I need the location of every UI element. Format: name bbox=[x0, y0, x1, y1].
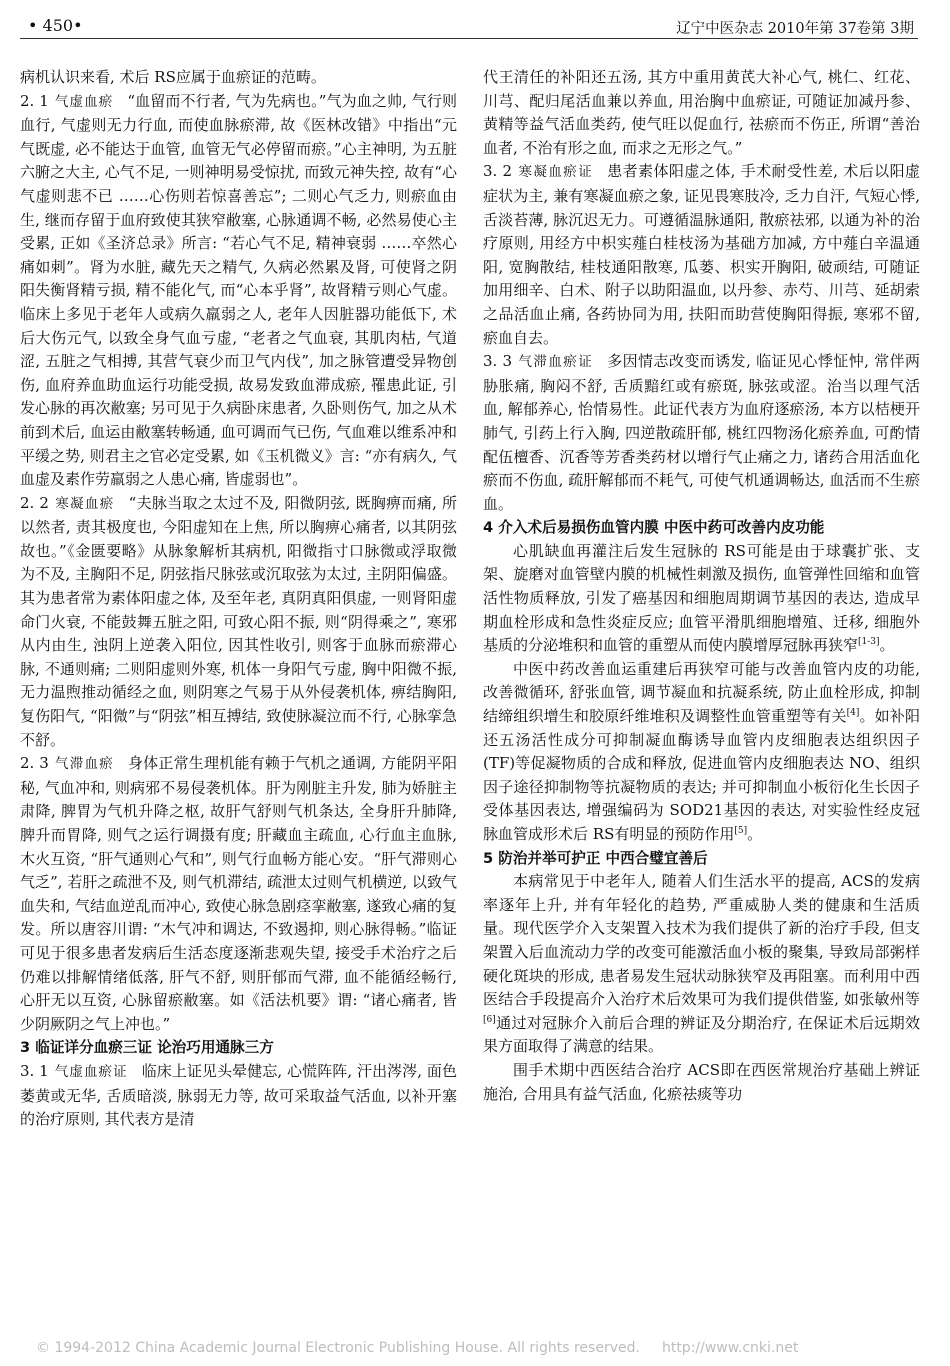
section-text: “夫脉当取之太过不及, 阳微阴弦, 既胸痹而痛, 所以然者, 责其极度也, 今阳虚知在上焦, 所以胸痹心痛者, 以其阴弦故也。”《金匮要略》从脉象解析其病机, 阳微指寸口脉微或浮取微为不及, 主胸阳不足, 阴弦指尺脉弦或沉取弦为太过, 主阴阳偏盛。其为患者常为素体阳虚之体, 及至年老, 真阴真阳俱虚, 一则肾阳虚命门火衰, 不能鼓舞五脏之阳, 可致心阳不振, 则“阴得乘之”, 寒邪从内由生, 浊阴上逆袭入阳位, 因其性收引, 则客于血脉而瘀滞心脉, 不通则痛; 二则阳虚则外寒, 机体一身阳气亏虚, 胸中阳微不振, 无力温煦推动循经之血, 则阴寒之气易于从外侵袭机体, 痹结胸阳, 复伤阳气, “阳微”与“阴弦”相互搏结, 致使脉凝泣而不行, 心脉挛急不舒。 bbox=[20, 493, 458, 749]
paragraph: 心肌缺血再灌注后发生冠脉的 RS可能是由于球囊扩张、支架、旋磨对血管壁内膜的机械性刺激及损伤, 血管弹性回缩和血管活性物质释放, 引发了癌基因和细胞周期调节基因的表达, 造成早期血栓形成和急性炎症反应; 血管平滑肌细胞增殖、迁移, 细胞外基质的分泌堆积和血管的重塑从而使内膜增厚冠脉再狭窄[1-3]。 bbox=[483, 541, 920, 655]
journal-title: 辽宁中医杂志 2010年第 37卷第 3期 bbox=[676, 21, 914, 37]
section-4-heading: 4 介入术后易损伤血管内膜 中医中药可改善内皮功能 bbox=[483, 519, 825, 537]
copyright-text: © 1994-2012 China Academic Journal Electronic Publishing House. All rights reserved. bbox=[36, 1340, 640, 1356]
citation: [4] bbox=[846, 708, 860, 719]
section-title: 气虚血瘀证 bbox=[54, 1063, 128, 1080]
right-column bbox=[483, 66, 920, 1106]
section-title: 气虚血瘀 bbox=[54, 93, 114, 110]
section-2-2 bbox=[20, 492, 457, 753]
paragraph-text: 通过对冠脉介入前后合理的辨证及分期治疗, 在保证术后远期效果方面取得了满意的结果。 bbox=[483, 1013, 920, 1056]
section-text: 多因情志改变而诱发, 临证见心悸怔忡, 常伴两胁胀痛, 胸闷不舒, 舌质黯红或有瘀斑, 脉弦或涩。治当以理气活血, 解郁养心, 怡情易性。此证代表方为血府逐瘀汤, 本方以桔梗开肺气, 引药上行入胸, 四逆散疏肝郁, 桃红四物汤化瘀养血, 可酌情配伍檀香、沉香等芳香类药材以增行气止痛之力, 诸药合用活血化瘀而不伤血, 疏肝解郁而不耗气, 可使气机通调畅达, 血活而不生瘀血。 bbox=[483, 352, 921, 513]
section-title: 气滞血瘀证 bbox=[518, 354, 594, 371]
citation: [1-3] bbox=[858, 637, 880, 648]
footer-url: http://www.cnki.net bbox=[661, 1340, 799, 1356]
section-5-heading: 5 防治并举可护正 中西合璧宜善后 bbox=[483, 849, 708, 867]
paragraph: 代王清任的补阳还五汤, 其方中重用黄芪大补心气, 桃仁、红花、川芎、配归尾活血兼以养血, 用治胸中血瘀证, 可随证加减丹参、黄精等益气活血类药, 使气旺以促血行, 祛瘀而不伤正, 所谓“善治血者, 不治有形之血, 而求之无形之气。” bbox=[483, 68, 920, 157]
section-title: 寒凝血瘀证 bbox=[518, 164, 594, 181]
section-2-1 bbox=[20, 90, 457, 492]
citation: [6] bbox=[483, 1014, 496, 1025]
section-number: 2. 1 bbox=[20, 91, 49, 110]
section-3-2 bbox=[483, 160, 920, 350]
section-text: 患者素体阳虚之体, 手术耐受性差, 术后以阳虚症状为主, 兼有寒凝血瘀之象, 证见畏寒肢冷, 乏力自汗, 气短心悸, 舌淡苔薄, 脉沉迟无力。可遵循温脉通阳, 散瘀祛邪, 以通为补的治疗原则, 用经方中枳实薤白桂枝汤为基础方加减, 方中薤白辛温通阳, 宽胸散结, 桂枝通阳散寒, 瓜蒌、枳实开胸阳, 破顽结, 可随证加用细辛、白术、附子以助阳温血, 以丹参、赤芍、川芎、延胡索之品活血止痛, 各药协同为用, 扶阳而助营使胸阳得振, 寒邪不留, 瘀血自去。 bbox=[483, 162, 921, 347]
paragraph-text: 心肌缺血再灌注后发生冠脉的 RS可能是由于球囊扩张、支架、旋磨对血管壁内膜的机械性刺激及损伤, 血管弹性回缩和血管活性物质释放, 引发了癌基因和细胞周期调节基因的表达, 造成早期血栓形成和急性炎症反应; 血管平滑肌细胞增殖、迁移, 细胞外基质的分泌堆积和血管的重塑从而使内膜增厚冠脉再狭窄 bbox=[483, 541, 920, 655]
left-column bbox=[20, 66, 457, 1132]
paragraph: 中医中药改善血运重建后再狭窄可能与改善血管内皮的功能, 改善微循环, 舒张血管, 调节凝血和抗凝系统, 防止血栓形成, 抑制结缔组织增生和胶原纤维堆积及调整性血管重塑等有关[4]。如补阳还五汤活性成分可抑制凝血酶诱导血管内皮细胞表达组织因子(TF)等促凝物质的合成和释放, 促进血管内皮细胞表达 NO、组织因子途径抑制物等抗凝物质的表达; 并可抑制血小板衍化生长因子受体基因表达, 增强编码为 SOD21基因的表达, 对实验性经皮冠脉血管成形术后 RS有明显的预防作用[5]。 bbox=[483, 659, 920, 843]
section-title: 寒凝血瘀 bbox=[54, 495, 115, 512]
section-2-3 bbox=[20, 752, 457, 1036]
section-title: 气滞血瘀 bbox=[54, 756, 114, 773]
citation: [5] bbox=[734, 826, 748, 836]
section-3-3 bbox=[483, 350, 920, 516]
section-number: 2. 3 bbox=[20, 754, 49, 773]
section-number: 3. 2 bbox=[483, 162, 513, 181]
page-number: • 450• bbox=[28, 16, 83, 35]
section-3-heading: 3 临证详分血瘀三证 论治巧用通脉三方 bbox=[20, 1039, 274, 1057]
paragraph-text: 。如补阳还五汤活性成分可抑制凝血酶诱导血管内皮细胞表达组织因子(TF)等促凝物质的合成和释放, 促进血管内皮细胞表达 NO、组织因子途径抑制物等抗凝物质的表达; 并可抑制血小板衍化生长因子受体基因表达, 增强编码为 SOD21基因的表达, 对实验性经皮冠脉血管成形术后 RS有明显的预防作用 bbox=[483, 707, 920, 843]
section-text: “血留而不行者, 气为先病也。”气为血之帅, 气行则血行, 气虚则无力行血, 而使血脉瘀滞, 故《医林改错》中指出“元气既虚, 必不能达于血管, 血管无气必停留而瘀。”心主神明, 为五脏六腑之大主, 心气不足, 一则神明易受惊扰, 而致元神失控, 故有“心气虚则悲不已 ……心伤则若惊喜善忘”; 二则心气乏力, 则瘀血由生, 继而存留于血府致使其狭窄敝塞, 心脉通调不畅, 必然易使心主受累, 正如《圣济总录》所言: “若心气不足, 精神衰弱 ……卒然心痛如刺”。肾为水脏, 藏先天之精气, 久病必然累及肾, 可使肾之阴阳失衡肾精亏损, 精不能化气, 而“心本乎肾”, 故肾精亏则心气虚。临床上多见于老年人或病久羸弱之人, 老年人因脏器功能低下, 术后大伤元气, 以致全身气血亏虚, “老者之气血衰, 其肌肉枯, 气道涩, 五脏之气相搏, 其营气衰少而卫气内伐”, 加之脉管遭受异物创伤, 血府养血助血运行功能受损, 故易发致血滞成瘀, 罹患此证, 引发心脉的再次敝塞; 另可见于久病卧床患者, 久卧则伤气, 加之从术前到术后, 血运由敝塞转畅通, 血可调而气已伤, 气血难以维系冲和平缓之势, 则君主之官必定受累, 如《玉机微义》言: “亦有病久, 气血虚及素作劳羸弱之人患心痛, 皆虚弱也”。 bbox=[20, 91, 458, 489]
section-text: 临床上证见头晕健忘, 心慌阵阵, 汗出涔涔, 面色萎黄或无华, 舌质暗淡, 脉弱无力等, 故可采取益气活血, 以补开塞的治疗原则, 其代表方是清 bbox=[20, 1061, 458, 1129]
paragraph bbox=[483, 870, 920, 1059]
paragraph: 围手术期中西医结合治疗 ACS即在西医常规治疗基础上辨证施治, 合用具有益气活血, 化瘀祛痰等功 bbox=[483, 1060, 920, 1103]
paragraph-text: 中医中药改善血运重建后再狭窄可能与改善血管内皮的功能, 改善微循环, 舒张血管, 调节凝血和抗凝系统, 防止血栓形成, 抑制结缔组织增生和胶原纤维堆积及调整性血管重塑等有关 bbox=[483, 659, 920, 726]
section-number: 3. 3 bbox=[483, 352, 513, 371]
copyright-footer bbox=[36, 1340, 916, 1356]
section-number: 3. 1 bbox=[20, 1061, 49, 1080]
page-header bbox=[20, 14, 918, 39]
section-text: 身体正常生理机能有赖于气机之通调, 方能阴平阳秘, 气血冲和, 则病邪不易侵袭机体。肝为刚脏主升发, 肺为娇脏主肃降, 脾胃为气机升降之枢, 故肝气舒则气机条达, 全身肝升肺降, 脾升而胃降, 则气之运行调摄有度; 肝藏血主疏血, 心行血主血脉, 木火互资, “肝气通则心气和”, 则气行血畅方能心安。“肝气滞则心气乏”, 若肝之疏泄不及, 则气机滞结, 疏泄太过则气机横逆, 以致气血失和, 气结血逆乱而冲心, 致使心脉急剧痉挛敝塞, 遂致心痛的复发。所以唐容川谓: “木气冲和调达, 不致遏抑, 则心脉得畅。”临证可见于很多患者发病后生活态度逐渐悲观失望, 接受手术治疗之后仍难以排解情绪低落, 肝气不舒, 则肝郁而气滞, 血不能循经畅行, 心肝无以互资, 心脉留瘀敝塞。如《活法机要》谓: “诸心痛者, 皆少阴厥阴之气上冲也。” bbox=[20, 754, 458, 1033]
paragraph-text: 本病常见于中老年人, 随着人们生活水平的提高, ACS的发病率逐年上升, 并有年轻化的趋势, 严重威胁人类的健康和生活质量。现代医学介入支架置入技术为我们提供了新的治疗手段, 但支架置入后血流动力学的改变可能激活血小板的聚集, 导致局部粥样硬化斑块的形成, 患者易发生冠状动脉狭窄及再阻塞。而利用中西医结合手段提高介入治疗术后效果可为我们提供借鉴, 如张敏州等 bbox=[483, 872, 920, 1009]
paragraph: 病机认识来看, 术后 RS应属于血瘀证的范畴。 bbox=[20, 68, 326, 86]
section-3-1 bbox=[20, 1060, 457, 1132]
section-number: 2. 2 bbox=[20, 493, 49, 512]
